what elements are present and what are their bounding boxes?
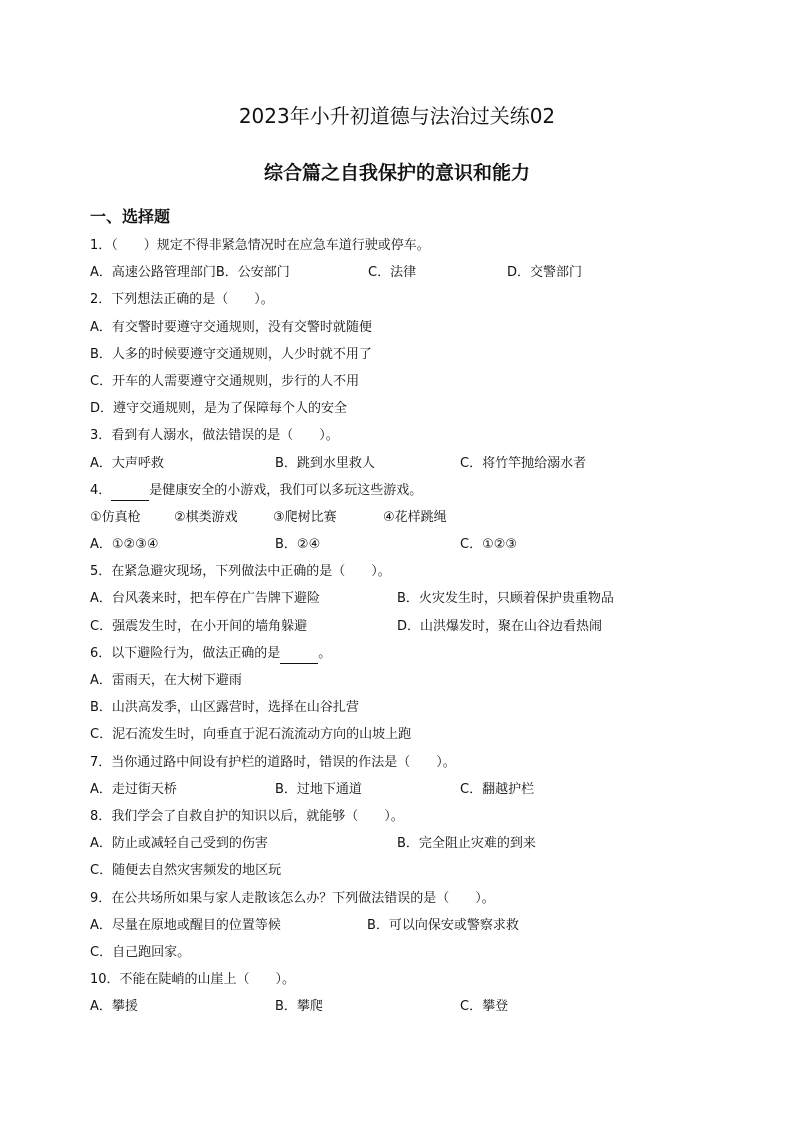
- option-c: C．开车的人需要遵守交通规则，步行的人不用: [90, 373, 360, 389]
- document-subtitle: 综合篇之自我保护的意识和能力: [263, 162, 530, 184]
- questions: [90, 236, 730, 1024]
- question-stem: 1．（ ）规定不得非紧急情况时在应急车道行驶或停车。: [90, 238, 430, 253]
- option-a: A．①②③④: [90, 537, 159, 553]
- option-c: C．法律: [368, 265, 417, 281]
- item-3: ③爬树比赛: [273, 509, 337, 525]
- option-c: C．自己跑回家。: [90, 944, 191, 960]
- question-1: [90, 236, 730, 263]
- option-b: B．完全阻止灾难的到来: [397, 836, 536, 852]
- option-c: C．泥石流发生时，向垂直于泥石流流动方向的山坡上跑: [90, 727, 412, 743]
- option-a: A．雷雨天，在大树下避雨: [90, 673, 242, 688]
- question-10: [90, 970, 730, 997]
- option-b: B．可以向保安或警察求救: [367, 917, 519, 933]
- option-a: A．尽量在原地或醒目的位置等候: [90, 917, 281, 933]
- option-a: A．走过街天桥: [90, 781, 177, 797]
- stem-end: 。: [318, 645, 332, 661]
- question-stem: 5．在紧急避灾现场，下列做法中正确的是（ ）。: [90, 564, 391, 580]
- option-c: C．强震发生时，在小开间的墙角躲避: [90, 618, 308, 634]
- option-b: B．跳到水里救人: [275, 455, 375, 471]
- item-1: ①仿真枪: [90, 509, 141, 525]
- option-b: B．攀爬: [275, 999, 323, 1015]
- answer-blank: [111, 486, 149, 501]
- stem-text: 是健康安全的小游戏，我们可以多玩这些游戏。: [149, 482, 423, 498]
- question-9: [90, 889, 730, 916]
- option-b: B．火灾发生时，只顾着保护贵重物品: [397, 591, 614, 607]
- option-c: C．①②③: [460, 537, 518, 553]
- option-a: A．大声呼救: [90, 455, 164, 471]
- document-title: 2023年小升初道德与法治过关练02: [238, 104, 556, 128]
- question-2: [90, 290, 730, 317]
- question-5: [90, 562, 730, 589]
- stem-text: 6．以下避险行为，做法正确的是: [90, 645, 281, 661]
- option-a: A．高速公路管理部门B．公安部门: [90, 265, 290, 281]
- option-a: A．防止或减轻自己受到的伤害: [90, 836, 268, 852]
- question-number: 4．: [90, 482, 112, 498]
- option-a: A．台风袭来时，把车停在广告牌下避险: [90, 591, 320, 607]
- option-c: C．攀登: [460, 999, 509, 1015]
- option-b: B．②④: [275, 537, 321, 553]
- option-b: B．山洪高发季，山区露营时，选择在山谷扎营: [90, 700, 359, 716]
- question-stem: 2．下列想法正确的是（ ）。: [90, 292, 274, 308]
- question-stem: [90, 644, 331, 664]
- option-d: D．交警部门: [507, 265, 583, 281]
- options: [90, 263, 730, 290]
- question-7: [90, 753, 730, 780]
- option-b: B．人多的时候要遵守交通规则，人少时就不用了: [90, 346, 372, 362]
- item-4: ④花样跳绳: [383, 509, 447, 525]
- question-8: [90, 807, 730, 834]
- option-a: A．有交警时要遵守交通规则，没有交警时就随便: [90, 319, 372, 335]
- option-c: C．将竹竿抛给溺水者: [460, 455, 587, 471]
- answer-blank: [280, 649, 318, 664]
- question-3: [90, 426, 730, 453]
- option-d: D．遵守交通规则，是为了保障每个人的安全: [90, 401, 348, 417]
- question-stem: 7．当你通过路中间设有护栏的道路时，错误的作法是（ ）。: [90, 754, 456, 770]
- option-a: A．攀援: [90, 999, 138, 1015]
- option-d: D．山洪爆发时，聚在山谷边看热闹: [397, 618, 603, 634]
- option-b: B．过地下通道: [275, 781, 362, 797]
- question-stem: 9．在公共场所如果与家人走散该怎么办？下列做法错误的是（ ）。: [90, 890, 495, 906]
- question-6: [90, 644, 730, 671]
- question-stem: 10．不能在陡峭的山崖上（ ）。: [90, 972, 296, 988]
- item-2: ②棋类游戏: [174, 509, 238, 525]
- section-heading: 一、选择题: [90, 207, 171, 226]
- option-c: C．随便去自然灾害频发的地区玩: [90, 863, 282, 879]
- question-stem: 3．看到有人溺水，做法错误的是（ ）。: [90, 428, 339, 444]
- question-4: [90, 481, 730, 508]
- option-c: C．翻越护栏: [460, 781, 535, 797]
- question-stem: [90, 481, 422, 501]
- question-stem: 8．我们学会了自救自护的知识以后，就能够（ ）。: [90, 808, 404, 824]
